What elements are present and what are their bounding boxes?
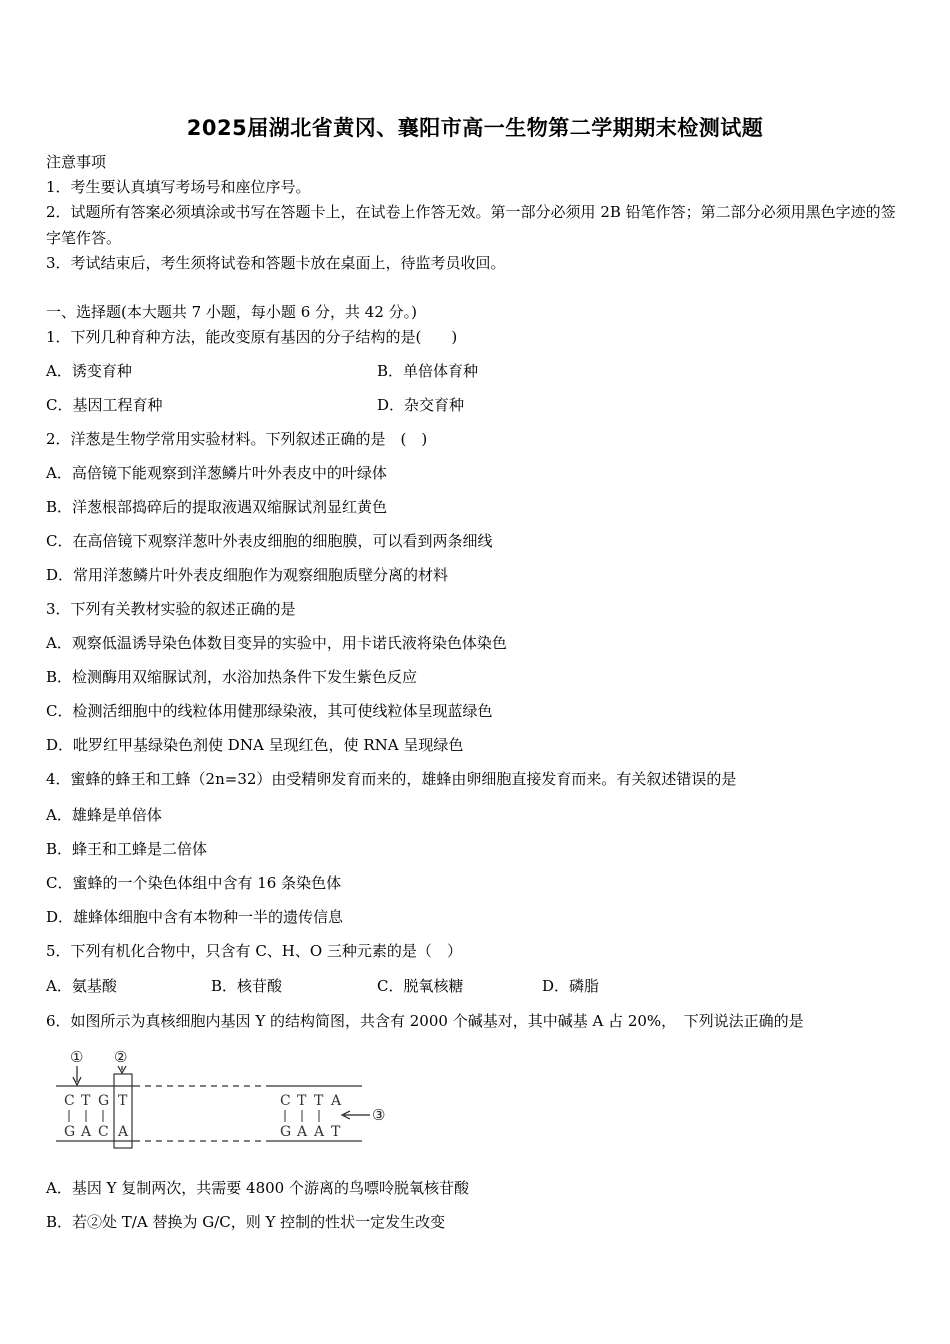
base-right-bottom-4: T: [331, 1124, 341, 1140]
base-top-2: T: [81, 1093, 91, 1109]
base-bottom-1: G: [64, 1124, 76, 1140]
question-2-option-c[interactable]: C．在高倍镜下观察洋葱叶外表皮细胞的细胞膜，可以看到两条细线: [46, 532, 493, 550]
base-right-bottom-1: G: [280, 1124, 292, 1140]
question-6-option-b[interactable]: B．若②处 T/A 替换为 G/C，则 Y 控制的性状一定发生改变: [46, 1213, 446, 1231]
base-right-bottom-3: A: [314, 1124, 325, 1140]
question-1-option-b[interactable]: B．单倍体育种: [377, 362, 479, 380]
base-top-1: C: [64, 1093, 75, 1109]
question-3-stem: 3．下列有关教材实验的叙述正确的是: [46, 600, 296, 618]
question-5-option-b[interactable]: B．核苷酸: [211, 977, 283, 995]
base-bottom-4: A: [118, 1124, 129, 1140]
marker-1: ①: [70, 1048, 84, 1066]
question-4-option-c[interactable]: C．蜜蜂的一个染色体组中含有 16 条染色体: [46, 874, 342, 892]
base-bottom-3: C: [98, 1124, 109, 1140]
notice-item-2: 2．试题所有答案必须填涂或书写在答题卡上，在试卷上作答无效。第一部分必须用 2B 铅笔作答；第二部分必须用黑色字迹的签字笔作答。: [46, 203, 896, 247]
base-bottom-2: A: [81, 1124, 92, 1140]
marker-3: ③: [372, 1106, 386, 1124]
question-4-option-b[interactable]: B．蜂王和工蜂是二倍体: [46, 840, 208, 858]
gene-structure-figure: [52, 1044, 402, 1154]
base-right-top-3: T: [314, 1093, 324, 1109]
question-3-option-c[interactable]: C．检测活细胞中的线粒体用健那绿染液，其可使线粒体呈现蓝绿色: [46, 702, 493, 720]
question-2-option-b[interactable]: B．洋葱根部捣碎后的提取液遇双缩脲试剂显红黄色: [46, 498, 388, 516]
question-6-stem: 6．如图所示为真核细胞内基因 Y 的结构简图，共含有 2000 个碱基对，其中碱基 A 占 20%， 下列说法正确的是: [46, 1012, 804, 1030]
base-right-top-2: T: [297, 1093, 307, 1109]
question-3-option-a[interactable]: A．观察低温诱导染色体数目变异的实验中，用卡诺氏液将染色体染色: [46, 634, 507, 652]
section-heading: 一、选择题(本大题共 7 小题，每小题 6 分，共 42 分。): [46, 303, 417, 321]
base-top-4: T: [118, 1093, 128, 1109]
page-title: 2025届湖北省黄冈、襄阳市高一生物第二学期期末检测试题: [186, 116, 764, 140]
question-6-option-a[interactable]: A．基因 Y 复制两次，共需要 4800 个游离的鸟嘌呤脱氧核苷酸: [46, 1179, 469, 1197]
question-3-option-b[interactable]: B．检测酶用双缩脲试剂，水浴加热条件下发生紫色反应: [46, 668, 418, 686]
question-3-option-d[interactable]: D．吡罗红甲基绿染色剂使 DNA 呈现红色，使 RNA 呈现绿色: [46, 736, 464, 754]
question-2-stem: 2．洋葱是生物学常用实验材料。下列叙述正确的是 ( ): [46, 430, 428, 448]
base-right-top-1: C: [280, 1093, 291, 1109]
marker-2: ②: [114, 1048, 128, 1066]
question-1-stem: 1．下列几种育种方法，能改变原有基因的分子结构的是( ): [46, 328, 458, 346]
notice-item-3: 3．考试结束后，考生须将试卷和答题卡放在桌面上，待监考员收回。: [46, 254, 506, 272]
question-4-option-a[interactable]: A．雄蜂是单倍体: [46, 806, 162, 824]
question-4-stem: 4．蜜蜂的蜂王和工蜂（2n=32）由受精卵发育而来的，雄蜂由卵细胞直接发育而来。有关叙述错误的是: [46, 770, 737, 788]
question-5-option-c[interactable]: C．脱氧核糖: [377, 977, 464, 995]
base-right-bottom-2: A: [297, 1124, 308, 1140]
notice-item-1: 1．考生要认真填写考场号和座位序号。: [46, 178, 311, 196]
notice-heading: 注意事项: [46, 153, 107, 171]
question-1-option-d[interactable]: D．杂交育种: [377, 396, 465, 414]
base-top-3: G: [98, 1093, 110, 1109]
question-5-option-a[interactable]: A．氨基酸: [46, 977, 117, 995]
question-1-option-a[interactable]: A．诱变育种: [46, 362, 132, 380]
question-2-option-d[interactable]: D．常用洋葱鳞片叶外表皮细胞作为观察细胞质壁分离的材料: [46, 566, 449, 584]
base-right-top-4: A: [331, 1093, 342, 1109]
question-4-option-d[interactable]: D．雄蜂体细胞中含有本物种一半的遗传信息: [46, 908, 344, 926]
question-5-stem: 5．下列有机化合物中，只含有 C、H、O 三种元素的是（ ）: [46, 942, 462, 960]
question-5-option-d[interactable]: D．磷脂: [542, 977, 600, 995]
question-2-option-a[interactable]: A．高倍镜下能观察到洋葱鳞片叶外表皮中的叶绿体: [46, 464, 387, 482]
question-1-option-c[interactable]: C．基因工程育种: [46, 396, 163, 414]
